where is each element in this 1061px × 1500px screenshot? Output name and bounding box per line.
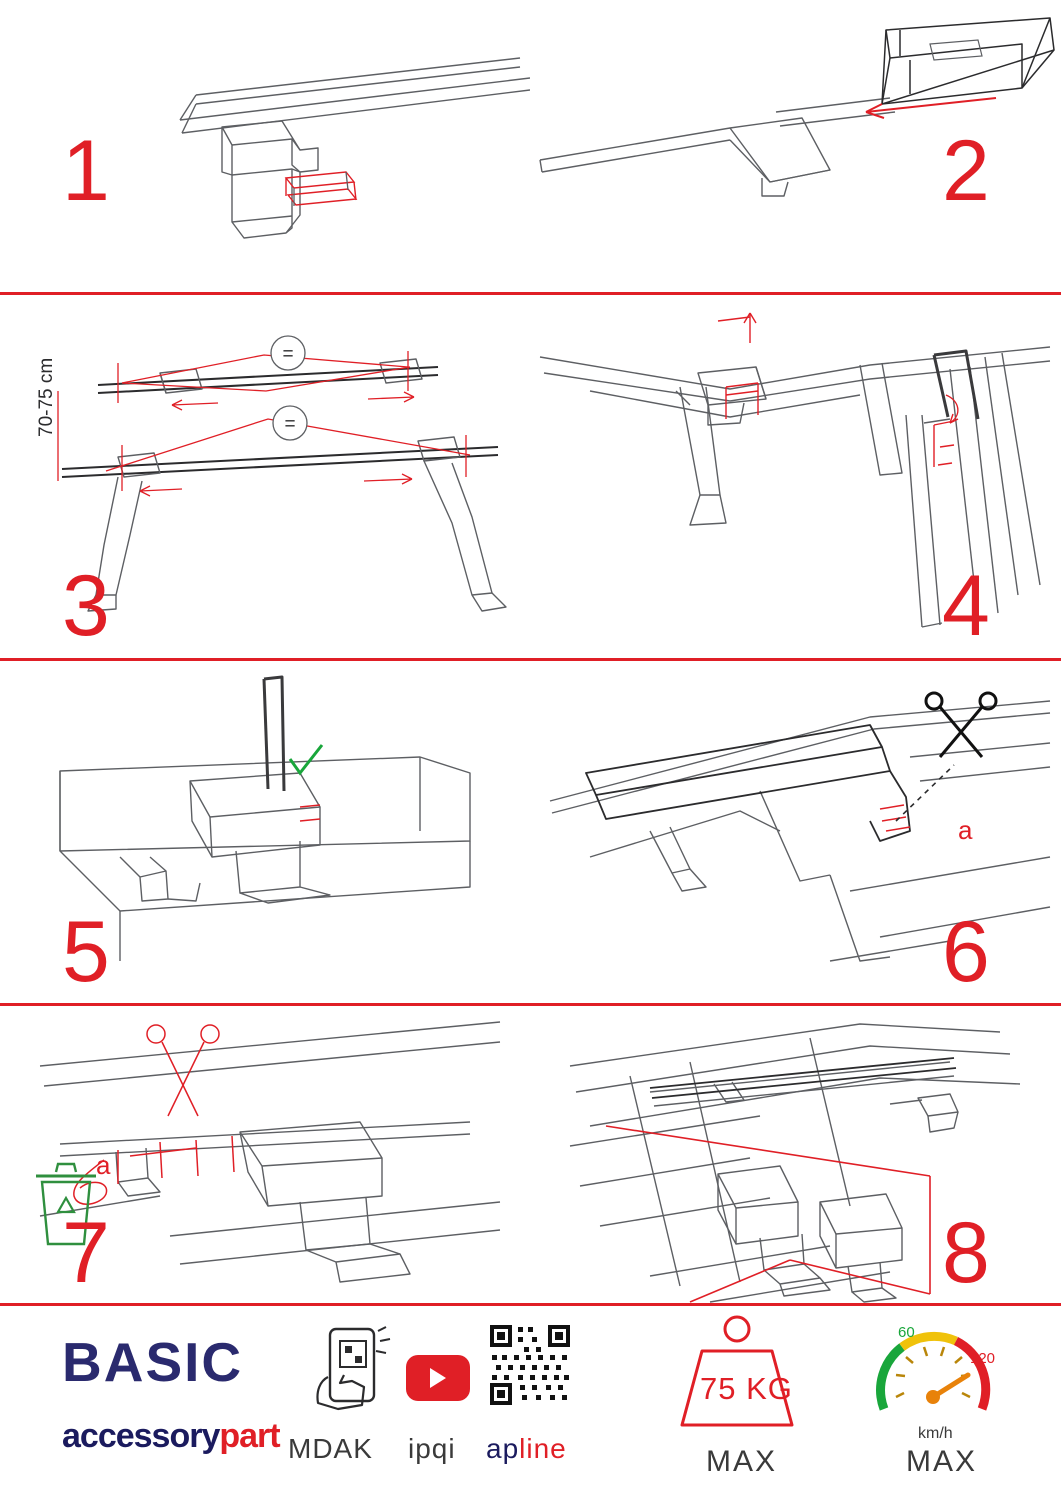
step-5-panel [0, 661, 530, 1003]
accessorypart-logo [62, 1417, 280, 1456]
step-8-panel [530, 1006, 1061, 1303]
part-label-a: a [96, 1150, 111, 1180]
step-7-panel [0, 1006, 530, 1303]
caption-apline [486, 1433, 567, 1465]
equal-marker-bottom: = [284, 414, 296, 435]
nfc-phone-hand-icon [308, 1325, 394, 1417]
basic-logo: BASIC [62, 1331, 244, 1393]
max-speed-icon [870, 1313, 1000, 1433]
step-number-7: 7 [62, 1205, 110, 1301]
svg-text:120: 120 [970, 1350, 996, 1367]
youtube-icon[interactable] [406, 1355, 470, 1401]
speed-unit-label: km/h [918, 1425, 953, 1442]
max-speed-caption: MAX [906, 1445, 978, 1478]
footer-branding [0, 1305, 1061, 1500]
step-number-6: 6 [942, 904, 990, 1000]
brand-part: part [219, 1417, 280, 1455]
step-3-panel [0, 295, 530, 658]
step-2-panel [530, 0, 1061, 292]
step-number-2: 2 [942, 123, 990, 219]
step-4-panel [530, 295, 1061, 658]
svg-text:60: 60 [898, 1324, 915, 1341]
brand-accessory: accessory [62, 1417, 220, 1455]
equal-marker-top: = [282, 344, 294, 365]
step-number-4: 4 [942, 558, 990, 654]
step-number-8: 8 [942, 1205, 990, 1301]
qr-code-icon [488, 1323, 572, 1407]
caption-ipqi: ipqi [408, 1433, 456, 1464]
step-1-panel [0, 0, 530, 292]
check-mark [290, 745, 322, 773]
part-label-a: a [958, 815, 973, 845]
max-load-caption: MAX [706, 1445, 778, 1478]
caption-ap: ap [486, 1433, 520, 1464]
max-load-value: 75 KG [700, 1371, 793, 1406]
step-number-3: 3 [62, 558, 110, 654]
step-number-5: 5 [62, 904, 110, 1000]
dimension-label: 70-75 cm [36, 357, 57, 437]
caption-line: line [519, 1433, 567, 1464]
step-6-panel [530, 661, 1061, 1003]
caption-mdak: MDAK [288, 1433, 373, 1464]
step-number-1: 1 [62, 123, 110, 219]
